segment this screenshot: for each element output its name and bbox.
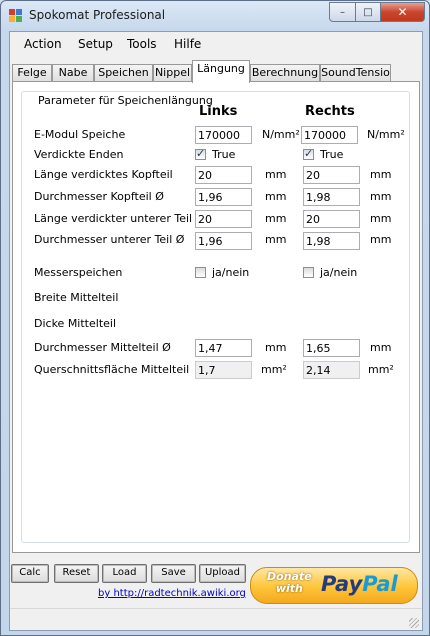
app-icon	[9, 9, 23, 23]
label-querschnitt: Querschnittsfläche Mittelteil	[34, 363, 190, 376]
label-breite: Breite Mittelteil	[34, 291, 119, 304]
menu-setup[interactable]: Setup	[78, 37, 113, 51]
tab-felge[interactable]: Felge	[12, 64, 52, 82]
messer-right-text: ja/nein	[320, 266, 358, 279]
close-button[interactable]: ✕	[381, 2, 425, 22]
menu-hilfe[interactable]: Hilfe	[174, 37, 202, 51]
verdickt-right-checkbox[interactable]	[303, 149, 314, 160]
menu-bar	[10, 32, 422, 56]
messer-left-checkbox[interactable]	[195, 267, 206, 278]
emodul-right-unit: N/mm²	[367, 128, 405, 141]
reset-button[interactable]: Reset	[54, 564, 99, 583]
paypal-donate-button[interactable]	[250, 567, 418, 604]
laenge-kopf-left-input[interactable]: 20	[195, 166, 252, 184]
laenge-kopf-left-unit: mm	[265, 168, 287, 181]
tab-laengung[interactable]: Längung	[192, 60, 250, 83]
paypal-pal: Pal	[362, 572, 398, 596]
donate-label: Donate	[267, 570, 312, 583]
label-messer: Messerspeichen	[34, 266, 123, 279]
label-laenge-kopf: Länge verdicktes Kopfteil	[34, 168, 173, 181]
tab-speichen[interactable]: Speichen	[94, 64, 153, 82]
durchm-unten-right-input[interactable]: 1,98	[303, 232, 360, 250]
durchm-kopf-left-unit: mm	[265, 190, 287, 203]
querschnitt-left-value: 1,7	[195, 361, 252, 379]
menu-action[interactable]: Action	[24, 37, 62, 51]
durchm-mitte-left-input[interactable]: 1,47	[195, 339, 252, 357]
tab-strip	[10, 60, 422, 82]
upload-button[interactable]: Upload	[199, 564, 246, 583]
querschnitt-right-value: 2,14	[303, 361, 360, 379]
client-area	[9, 31, 423, 631]
emodul-left-unit: N/mm²	[262, 128, 300, 141]
messer-left-text: ja/nein	[212, 266, 250, 279]
tab-nippel[interactable]: Nippel	[153, 64, 192, 82]
emodul-left-input[interactable]: 170000	[195, 126, 252, 144]
column-header-links: Links	[199, 104, 238, 119]
durchm-mitte-right-input[interactable]: 1,65	[303, 339, 360, 357]
minimize-button[interactable]: –	[329, 2, 356, 22]
emodul-right-input[interactable]: 170000	[301, 126, 358, 144]
verdickt-left-checkbox[interactable]	[195, 149, 206, 160]
status-bar	[10, 608, 422, 631]
maximize-button[interactable]: □	[356, 2, 381, 22]
group-title: Parameter für Speichenlängung	[38, 94, 213, 107]
label-durchm-kopf: Durchmesser Kopfteil Ø	[34, 190, 164, 203]
durchm-kopf-left-input[interactable]: 1,96	[195, 188, 252, 206]
paypal-donate-text	[267, 571, 312, 595]
label-emodul: E-Modul Speiche	[34, 128, 126, 141]
label-verdickt: Verdickte Enden	[34, 148, 124, 161]
label-durchm-mitte: Durchmesser Mittelteil Ø	[34, 341, 171, 354]
verdickt-right-text: True	[320, 148, 344, 161]
laenge-unten-right-input[interactable]: 20	[303, 210, 360, 228]
load-button[interactable]: Load	[102, 564, 147, 583]
calc-button[interactable]: Calc	[11, 564, 49, 583]
tab-nabe[interactable]: Nabe	[52, 64, 94, 82]
label-dicke: Dicke Mittelteil	[34, 317, 117, 330]
laenge-unten-right-unit: mm	[370, 212, 392, 225]
website-link[interactable]: by http://radtechnik.awiki.org	[98, 588, 246, 599]
tab-soundtensio[interactable]: SoundTensio	[320, 64, 391, 82]
laenge-kopf-right-input[interactable]: 20	[303, 166, 360, 184]
durchm-kopf-right-input[interactable]: 1,98	[303, 188, 360, 206]
durchm-kopf-right-unit: mm	[370, 190, 392, 203]
column-header-rechts: Rechts	[305, 104, 355, 119]
paypal-pay: Pay	[321, 572, 363, 596]
querschnitt-left-unit: mm²	[261, 363, 287, 376]
durchm-unten-left-unit: mm	[265, 233, 287, 246]
durchm-mitte-right-unit: mm	[370, 341, 392, 354]
tab-berechnung[interactable]: Berechnung	[250, 64, 320, 82]
laenge-kopf-right-unit: mm	[370, 168, 392, 181]
durchm-unten-right-unit: mm	[370, 233, 392, 246]
messer-right-checkbox[interactable]	[303, 267, 314, 278]
laenge-unten-left-input[interactable]: 20	[195, 210, 252, 228]
label-laenge-unten: Länge verdickter unterer Teil	[34, 212, 193, 225]
durchm-mitte-left-unit: mm	[265, 341, 287, 354]
title-bar[interactable]	[1, 1, 429, 31]
tab-page-laengung	[12, 81, 420, 553]
save-button[interactable]: Save	[151, 564, 196, 583]
verdickt-left-text: True	[212, 148, 236, 161]
paypal-logo	[321, 572, 398, 596]
label-durchm-unten: Durchmesser unterer Teil Ø	[34, 233, 185, 246]
menu-tools[interactable]: Tools	[127, 37, 157, 51]
laenge-unten-left-unit: mm	[265, 212, 287, 225]
with-label: with	[275, 582, 303, 595]
querschnitt-right-unit: mm²	[368, 363, 394, 376]
resize-grip[interactable]	[409, 618, 419, 628]
durchm-unten-left-input[interactable]: 1,96	[195, 232, 252, 250]
window-title: Spokomat Professional	[29, 8, 166, 22]
